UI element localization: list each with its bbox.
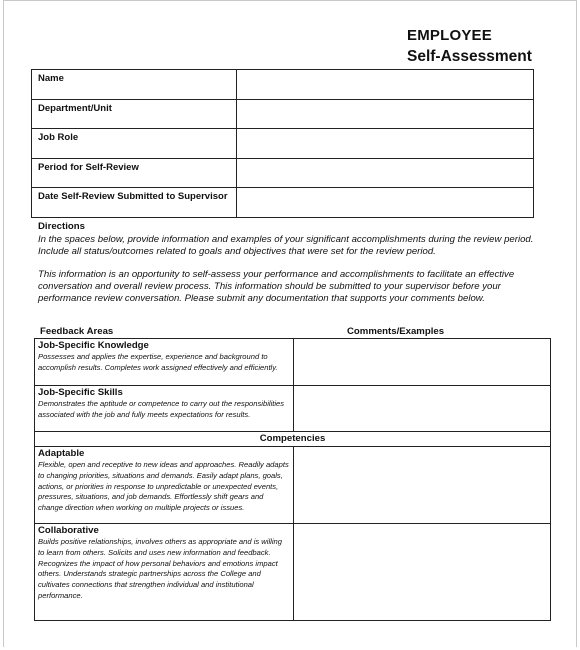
competencies-heading: Competencies bbox=[35, 432, 551, 447]
feedback-areas-header: Feedback Areas bbox=[40, 326, 114, 337]
competencies-heading-row bbox=[35, 432, 551, 447]
job-role-field[interactable] bbox=[237, 129, 534, 159]
area-title: Job-Specific Skills bbox=[38, 387, 123, 398]
competency-row-adaptable bbox=[35, 447, 551, 524]
feedback-table bbox=[34, 338, 551, 621]
info-row-job-role bbox=[32, 129, 534, 159]
comments-examples-header: Comments/Examples bbox=[347, 326, 445, 337]
comments-field-collaborative[interactable] bbox=[294, 524, 551, 621]
competency-title: Collaborative bbox=[38, 525, 99, 536]
feedback-row-job-skills bbox=[35, 386, 551, 432]
competency-area-cell bbox=[35, 524, 294, 621]
directions-paragraph-1: In the spaces below, provide information and examples of your significant accomplishments during the review period. Include all status/outcomes related to goals and objectives that were set for the review period. bbox=[38, 234, 534, 258]
info-row-date-submitted bbox=[32, 188, 534, 218]
directions-section bbox=[38, 221, 543, 315]
name-field[interactable] bbox=[237, 70, 534, 100]
feedback-area-cell bbox=[35, 386, 294, 432]
feedback-row-job-knowledge bbox=[35, 339, 551, 386]
job-role-label: Job Role bbox=[32, 129, 237, 159]
info-row-department bbox=[32, 99, 534, 129]
competency-description: Builds positive relationships, involves others as appropriate and is willing to learn from others. Solicits and uses new information and feedback. Recognizes the impact of how personal behaviors and emotions impact others. Understands strategic partnerships across the College and cultivates connections that strengthen individual and institutional performance. bbox=[38, 537, 282, 600]
document-title bbox=[407, 27, 532, 66]
date-submitted-label: Date Self-Review Submitted to Supervisor bbox=[32, 188, 237, 218]
date-submitted-field[interactable] bbox=[237, 188, 534, 218]
title-self-assessment: Self-Assessment bbox=[407, 48, 532, 65]
document-page bbox=[3, 0, 577, 647]
competency-area-cell bbox=[35, 447, 294, 524]
feedback-area-cell bbox=[35, 339, 294, 386]
area-description: Possesses and applies the expertise, experience and background to accomplish results. Completes work assigned effectively and efficiently. bbox=[38, 352, 278, 372]
competency-row-collaborative bbox=[35, 524, 551, 621]
competency-description: Flexible, open and receptive to new ideas and approaches. Readily adapts to changing priorities, situations and demands. Easily adapt plans, goals, actions, or priorities in response to unpredictable or unexpected events, pressures, situations, and job demands. Effortlessly shift gears and change direction when working on multiple projects or issues. bbox=[38, 460, 289, 513]
title-employee: EMPLOYEE bbox=[407, 27, 492, 44]
comments-field-job-knowledge[interactable] bbox=[294, 339, 551, 386]
period-field[interactable] bbox=[237, 158, 534, 188]
info-row-period bbox=[32, 158, 534, 188]
department-label: Department/Unit bbox=[32, 99, 237, 129]
employee-info-table bbox=[31, 69, 534, 218]
period-label: Period for Self-Review bbox=[32, 158, 237, 188]
department-field[interactable] bbox=[237, 99, 534, 129]
comments-field-job-skills[interactable] bbox=[294, 386, 551, 432]
directions-heading: Directions bbox=[38, 221, 85, 232]
name-label: Name bbox=[32, 70, 237, 100]
competency-title: Adaptable bbox=[38, 448, 85, 459]
info-row-name bbox=[32, 70, 534, 100]
area-description: Demonstrates the aptitude or competence to carry out the responsibilities associated with the job and fully meets expectations for results. bbox=[38, 399, 285, 419]
area-title: Job-Specific Knowledge bbox=[38, 340, 149, 351]
comments-field-adaptable[interactable] bbox=[294, 447, 551, 524]
directions-paragraph-2: This information is an opportunity to self-assess your performance and accomplishments to facilitate an effective conversation and overall review process. This information should be submitted to your supervisor before your performance review conversation. Please submit any documentation that supports your comments below. bbox=[38, 268, 515, 305]
